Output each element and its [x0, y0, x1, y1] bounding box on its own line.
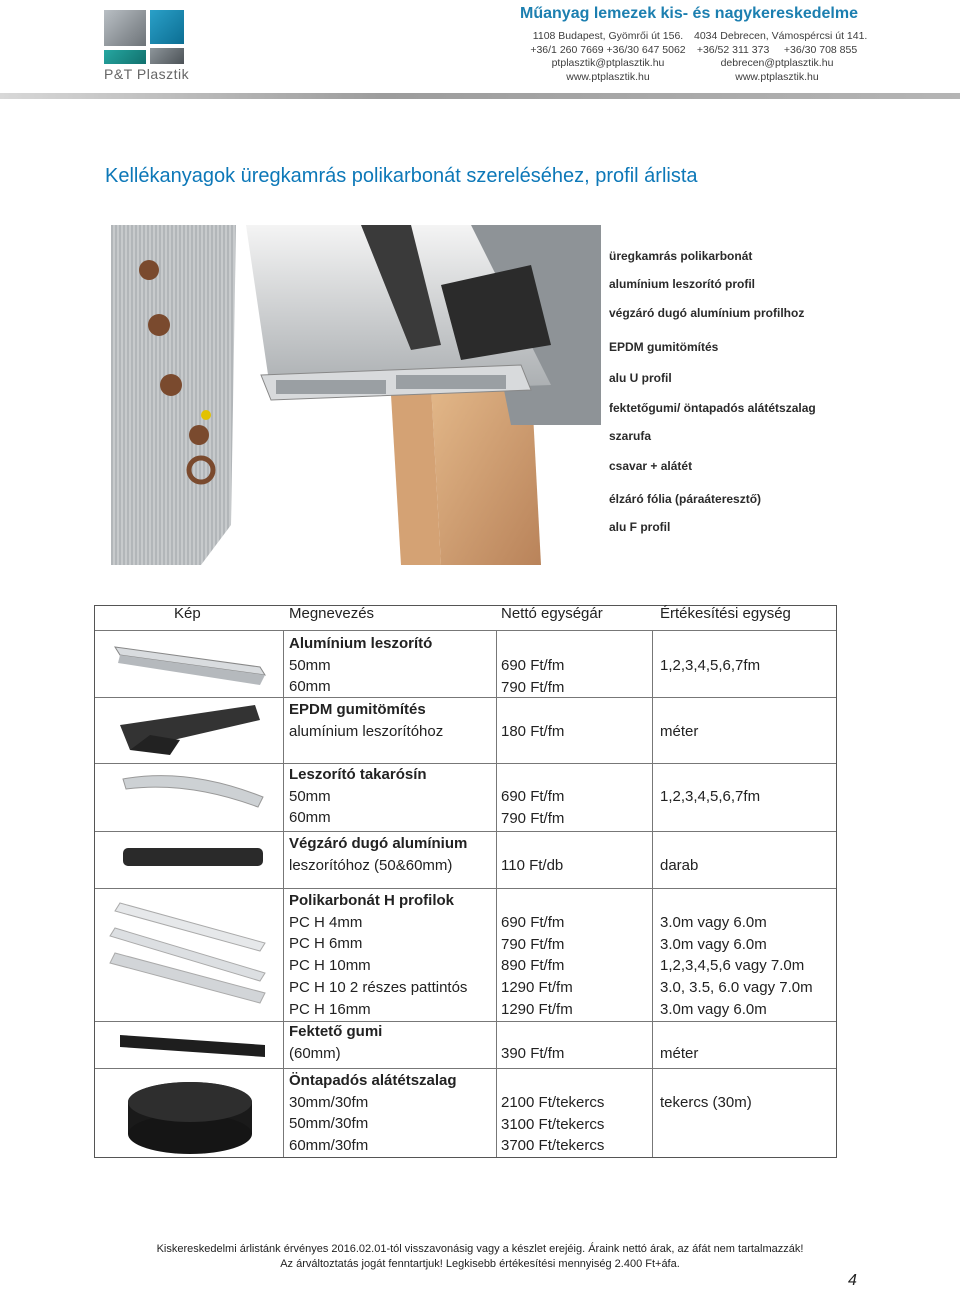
col-header-unit: Értékesítési egység — [660, 605, 791, 622]
row-divider — [95, 1021, 836, 1022]
legend-item: csavar + alátét — [609, 459, 693, 473]
product-price: 110 Ft/db — [501, 857, 564, 874]
row-divider — [95, 1068, 836, 1069]
aluminium-clamp-image — [110, 637, 270, 689]
address-budapest: 1108 Budapest, Gyömrői út 156. +36/1 260 7669 +36/30 647 5062 ptplasztik@ptplasztik.hu www.ptplasztik.hu — [528, 30, 688, 84]
legend-item: végzáró dugó alumínium profilhoz — [609, 306, 805, 320]
company-logo — [100, 6, 200, 86]
product-price: 690 Ft/fm 790 Ft/fm 890 Ft/fm 1290 Ft/fm 1290 Ft/fm — [501, 914, 573, 1018]
product-name: Leszorító takarósín 50mm 60mm — [289, 766, 427, 827]
product-unit: 1,2,3,4,5,6,7fm — [660, 657, 761, 674]
product-unit: 1,2,3,4,5,6,7fm — [660, 788, 761, 805]
page-title: Kellékanyagok üregkamrás polikarbonát szereléséhez, profil árlista — [105, 165, 698, 187]
row-divider — [95, 763, 836, 764]
col-divider — [652, 630, 653, 1157]
product-unit: tekercs (30m) — [660, 1094, 752, 1111]
row-divider — [95, 630, 836, 631]
legend-item: üregkamrás polikarbonát — [609, 249, 753, 263]
row-divider — [95, 697, 836, 698]
product-price: 390 Ft/fm — [501, 1045, 565, 1062]
product-price: 2100 Ft/tekercs 3100 Ft/tekercs 3700 Ft/tekercs — [501, 1094, 605, 1155]
legend-item: fektetőgumi/ öntapadós alátétszalag — [609, 401, 816, 415]
legend-item: EPDM gumitömítés — [609, 340, 719, 354]
product-price: 180 Ft/fm — [501, 723, 565, 740]
logo-text: P&T Plasztik — [104, 66, 190, 82]
product-name: EPDM gumitömítés alumínium leszorítóhoz — [289, 701, 444, 740]
col-header-image: Kép — [174, 605, 201, 622]
tape-roll-image — [115, 1070, 265, 1155]
col-header-name: Megnevezés — [289, 605, 375, 622]
product-unit: méter — [660, 1045, 699, 1062]
product-unit: méter — [660, 723, 699, 740]
address-debrecen: 4034 Debrecen, Vámospércsi út 141. +36/52 311 373 +36/30 708 855 debrecen@ptplasztik.hu www.ptplasztik.hu — [694, 30, 868, 83]
row-divider — [95, 831, 836, 832]
rubber-strip-image — [115, 1025, 270, 1065]
mounting-diagram-illustration — [111, 225, 851, 565]
legend-item: alumínium leszorító profil — [609, 277, 756, 291]
product-name: Öntapadós alátétszalag 30mm/30fm 50mm/30fm 60mm/30fm — [289, 1072, 457, 1155]
product-price: 690 Ft/fm 790 Ft/fm — [501, 788, 565, 827]
legend-item: alu U profil — [609, 371, 672, 385]
row-divider — [95, 888, 836, 889]
email-link[interactable]: debrecen@ptplasztik.hu — [720, 57, 834, 69]
website-link[interactable]: www.ptplasztik.hu — [566, 70, 650, 83]
product-name: Végzáró dugó alumínium leszorítóhoz (50&60mm) — [289, 835, 468, 874]
mounting-diagram — [111, 225, 851, 565]
epdm-seal-image — [110, 700, 270, 758]
company-tagline: Műanyag lemezek kis- és nagykereskedelme — [520, 5, 858, 22]
col-divider — [283, 630, 284, 1157]
product-unit: 3.0m vagy 6.0m 3.0m vagy 6.0m 1,2,3,4,5,6 vagy 7.0m 3.0, 3.5, 6.0 vagy 7.0m 3.0m vagy 6.0m — [660, 914, 813, 1018]
col-header-price: Nettó egységár — [501, 605, 603, 622]
footer-note: Az árváltoztatás jogát fenntartjuk! Legkisebb értékesítési mennyiség 2.400 Ft+áfa. — [280, 1258, 680, 1270]
cover-rail-image — [118, 767, 268, 812]
product-name: Fektető gumi (60mm) — [289, 1023, 383, 1062]
h-profile-image — [105, 893, 275, 1013]
product-unit: darab — [660, 857, 699, 874]
legend-item: élzáró fólia (páraáteresztő) — [609, 492, 762, 506]
footer-note: Kiskereskedelmi árlistánk érvényes 2016.02.01-tól visszavonásig vagy a készlet erejéig. Áraink nettó árak, az áfát nem tartalmazzák! — [156, 1243, 804, 1255]
product-name: Polikarbonát H profilok PC H 4mm PC H 6mm PC H 10mm PC H 10 2 részes pattintós PC H 16mm — [289, 892, 468, 1018]
email-link[interactable]: ptplasztik@ptplasztik.hu — [551, 57, 665, 69]
product-name: Alumínium leszorító 50mm 60mm — [289, 635, 433, 696]
product-price: 690 Ft/fm 790 Ft/fm — [501, 657, 565, 696]
legend-item: szarufa — [609, 429, 652, 443]
page-number: 4 — [848, 1272, 857, 1289]
legend-item: alu F profil — [609, 520, 671, 534]
page-header — [0, 0, 960, 100]
col-divider — [496, 630, 497, 1157]
end-cap-image — [118, 838, 268, 878]
header-divider — [0, 93, 960, 99]
website-link[interactable]: www.ptplasztik.hu — [735, 70, 819, 83]
